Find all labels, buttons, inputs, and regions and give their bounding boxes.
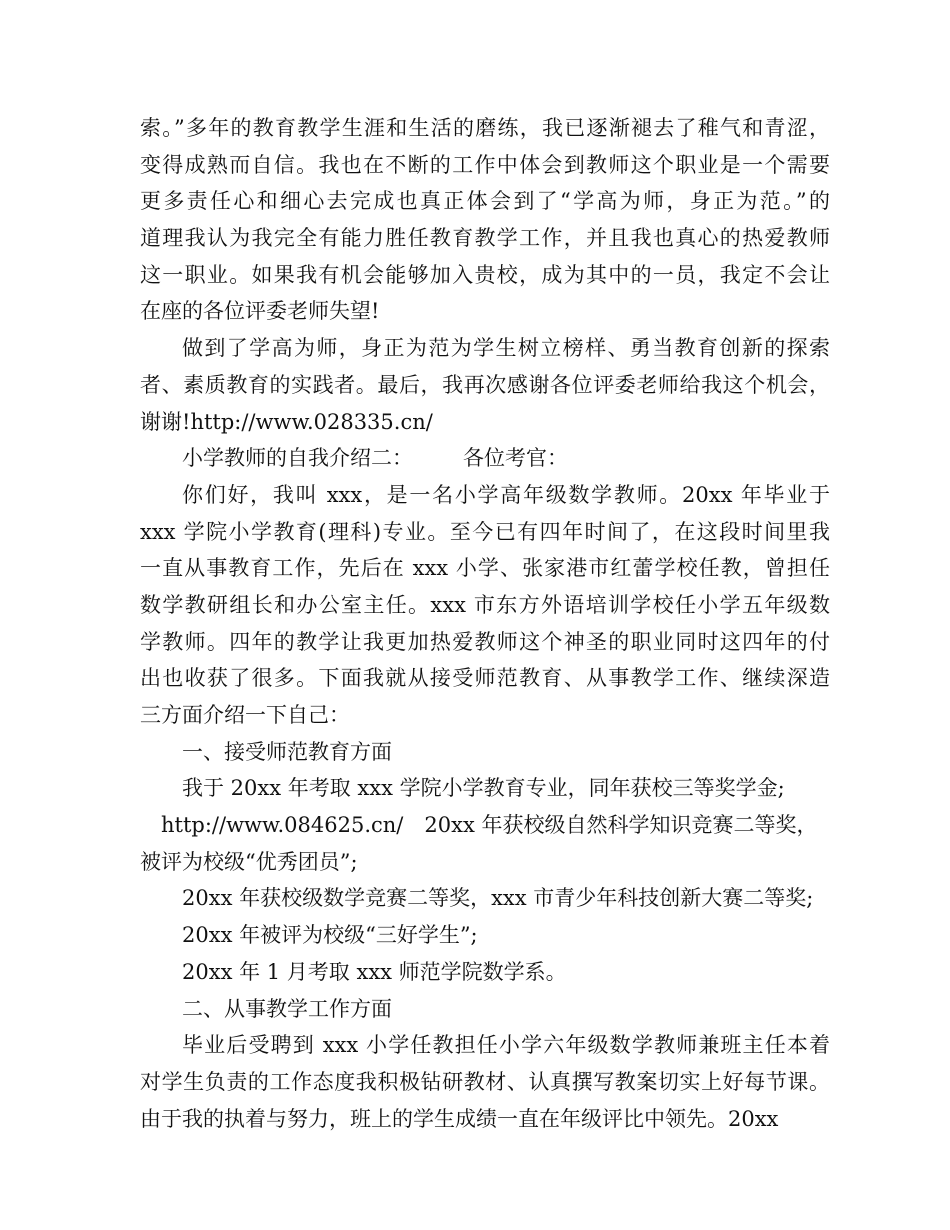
award-text: 20xx 年获校级自然科学知识竞赛二等奖，	[424, 813, 818, 838]
text-line: 学教师。四年的教学让我更加热爱教师这个神圣的职业同时这四年的付	[140, 629, 830, 654]
text-line: 在座的各位评委老师失望!	[140, 299, 380, 324]
section-heading-line	[140, 440, 830, 477]
text-line: 者、素质教育的实践者。最后，我再次感谢各位评委老师给我这个机会，	[140, 372, 830, 397]
greeting: 各位考官：	[463, 446, 568, 471]
text-line: 数学教研组长和办公室主任。xxx 市东方外语培训学校任小学五年级数	[140, 592, 830, 617]
text-line: 谢谢!http://www.028335.cn/	[140, 409, 433, 434]
section-title: 小学教师的自我介绍二：	[182, 446, 413, 471]
text-line: xxx 学院小学教育(理科)专业。至今已有四年时间了，在这段时间里我	[140, 519, 830, 544]
text-line: 20xx 年获校级数学竞赛二等奖，xxx 市青少年科技创新大赛二等奖;	[182, 886, 814, 911]
text-line: 对学生负责的工作态度我积极钻研教材、认真撰写教案切实上好每节课。	[140, 1069, 830, 1094]
text-line: 由于我的执着与努力，班上的学生成绩一直在年级评比中领先。20xx	[140, 1106, 779, 1131]
text-line: 更多责任心和细心去完成也真正体会到了“学高为师，身正为范。”的	[140, 189, 830, 214]
text-line: 出也收获了很多。下面我就从接受师范教育、从事教学工作、继续深造	[140, 666, 830, 691]
text-line: 20xx 年 1 月考取 xxx 师范学院数学系。	[182, 959, 567, 984]
text-line: 变得成熟而自信。我也在不断的工作中体会到教师这个职业是一个需要	[140, 152, 830, 177]
text-line: 毕业后受聘到 xxx 小学任教担任小学六年级数学教师兼班主任本着	[182, 1033, 830, 1058]
url-text: http://www.084625.cn/	[161, 813, 404, 838]
text-line: 做到了学高为师，身正为范为学生树立榜样、勇当教育创新的探索	[182, 336, 830, 361]
subsection-heading: 一、接受师范教育方面	[182, 739, 392, 764]
url-line	[140, 807, 830, 844]
text-line: 三方面介绍一下自己：	[140, 703, 350, 727]
text-line: 被评为校级“优秀团员”;	[140, 849, 358, 874]
document-body	[140, 110, 830, 1137]
text-line: 你们好，我叫 xxx，是一名小学高年级数学教师。20xx 年毕业于	[182, 482, 830, 507]
text-line: 我于 20xx 年考取 xxx 学院小学教育专业，同年获校三等奖学金;	[182, 776, 785, 801]
subsection-heading: 二、从事教学工作方面	[182, 996, 392, 1021]
text-line: 道理我认为我完全有能力胜任教育教学工作，并且我也真心的热爱教师	[140, 226, 830, 251]
text-line: 索。”多年的教育教学生涯和生活的磨练，我已逐渐褪去了稚气和青涩，	[140, 116, 830, 140]
text-line: 20xx 年被评为校级“三好学生”;	[182, 923, 478, 948]
text-line: 这一职业。如果我有机会能够加入贵校，成为其中的一员，我定不会让	[140, 262, 830, 287]
text-line: 一直从事教育工作，先后在 xxx 小学、张家港市红蕾学校任教，曾担任	[140, 556, 830, 581]
